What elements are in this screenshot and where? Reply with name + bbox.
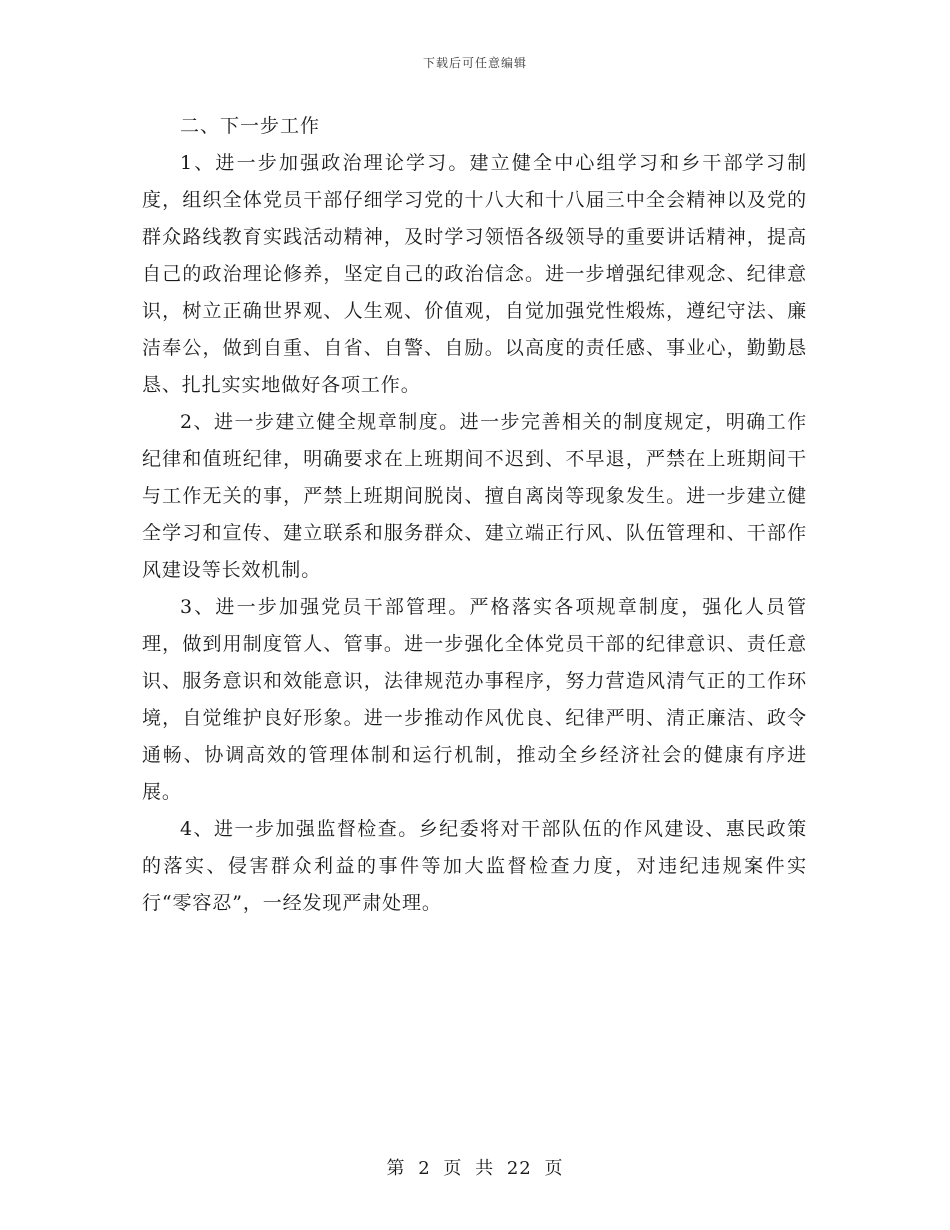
paragraph-4: 4、进一步加强监督检查。乡纪委将对干部队伍的作风建设、惠民政策的落实、侵害群众利益的事件等加大监督检查力度，对违纪违规案件实行“零容忍”，一经发现严肃处理。	[142, 818, 807, 914]
section-title: 二、下一步工作	[180, 115, 321, 137]
paragraph-1: 1、进一步加强政治理论学习。建立健全中心组学习和乡干部学习制度，组织全体党员干部仔细学习党的十八大和十八届三中全会精神以及党的群众路线教育实践活动精神，及时学习领悟各级领导的重要讲话精神，提高自己的政治理论修养，坚定自己的政治信念。进一步增强纪律观念、纪律意识，树立正确世界观、人生观、价值观，自觉加强党性煅炼，遵纪守法、廉洁奉公，做到自重、自省、自警、自励。以高度的责任感、事业心，勤勤恳恳、扎扎实实地做好各项工作。	[142, 152, 807, 396]
paragraph-2: 2、进一步建立健全规章制度。进一步完善相关的制度规定，明确工作纪律和值班纪律，明确要求在上班期间不迟到、不早退，严禁在上班期间干与工作无关的事，严禁上班期间脱岗、擅自离岗等现象发生。进一步建立健全学习和宣传、建立联系和服务群众、建立端正行风、队伍管理和、干部作风建设等长效机制。	[142, 411, 807, 581]
page-header-note: 下载后可任意编辑	[422, 56, 527, 70]
paragraph-3: 3、进一步加强党员干部管理。严格落实各项规章制度，强化人员管理，做到用制度管人、管事。进一步强化全体党员干部的纪律意识、责任意识、服务意识和效能意识，法律规范办事程序，努力营造风清气正的工作环境，自觉维护良好形象。进一步推动作风优良、纪律严明、清正廉洁、政令通畅、协调高效的管理体制和运行机制，推动全乡经济社会的健康有序进展。	[142, 596, 807, 803]
page-number: 第 2 页 共 22 页	[386, 1158, 564, 1179]
document-body	[142, 108, 807, 922]
